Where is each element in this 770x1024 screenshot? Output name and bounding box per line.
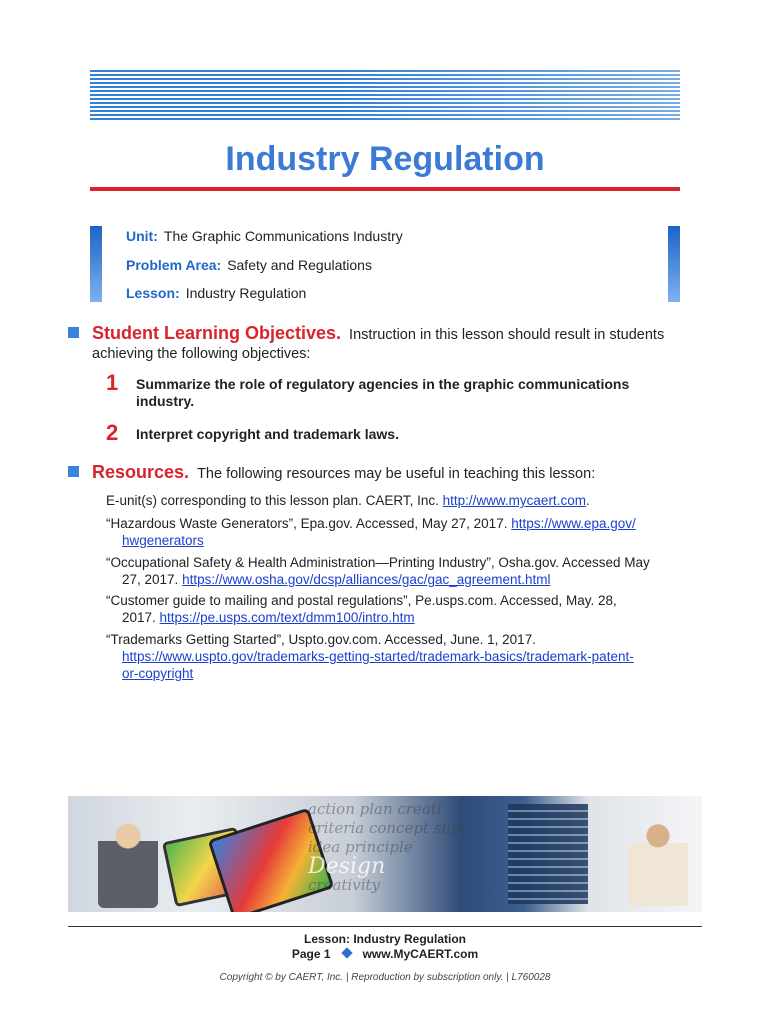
resource-text: “Occupational Safety & Health Administration—Printing Industry”, Osha.gov. Accessed May — [106, 555, 650, 570]
resource-link[interactable]: https://www.uspto.gov/trademarks-getting-started/trademark-basics/trademark-patent- — [122, 649, 634, 664]
lesson-info-box — [90, 226, 680, 302]
page-title: Industry Regulation — [225, 140, 545, 178]
objectives-bullet-square — [68, 327, 79, 338]
header-stripes — [90, 70, 680, 122]
problem-area-line — [126, 257, 372, 273]
banner-word-cloud — [308, 800, 498, 895]
resources-intro: The following resources may be useful in teaching this lesson: — [197, 466, 596, 482]
banner-word: creativity — [308, 876, 380, 894]
objective-number: 2 — [106, 420, 119, 445]
resource-item — [106, 515, 666, 549]
objectives-intro: Instruction in this lesson should result in students — [349, 327, 665, 343]
resource-item — [106, 592, 666, 626]
footer-site: www.MyCAERT.com — [362, 947, 479, 961]
resource-text: E-unit(s) corresponding to this lesson plan. CAERT, Inc. — [106, 493, 443, 508]
resource-link[interactable]: hwgenerators — [122, 533, 204, 548]
resource-text: “Hazardous Waste Generators”, Epa.gov. Accessed, May 27, 2017. — [106, 516, 512, 531]
footer-copyright: Copyright © by CAERT, Inc. | Reproduction by subscription only. | L760028 — [219, 972, 551, 983]
banner-word: idea principle — [308, 838, 413, 856]
footer-lesson: Lesson: Industry Regulation — [303, 932, 466, 946]
footer-rule — [68, 926, 702, 927]
resource-link[interactable]: or-copyright — [122, 666, 194, 681]
resource-text: 27, 2017. — [122, 572, 183, 587]
lesson-line — [126, 285, 306, 301]
objectives-title: Student Learning Objectives. — [92, 323, 342, 343]
problem-area-label: Problem Area: — [126, 257, 222, 273]
resources-bullet-square — [68, 466, 79, 477]
objective-number: 1 — [106, 370, 119, 395]
resource-item — [106, 631, 666, 682]
resource-text: 2017. — [122, 610, 160, 625]
resource-text: “Customer guide to mailing and postal regulations”, Pe.usps.com. Accessed, May. 28, — [106, 593, 617, 608]
unit-label: Unit: — [126, 228, 158, 244]
footer-page-number: Page 1 — [291, 947, 331, 961]
objectives-heading — [92, 323, 664, 344]
resources-title: Resources. — [92, 462, 190, 482]
printing-worker-figure — [98, 812, 158, 908]
footer-page-line — [0, 947, 770, 961]
control-panel-figure — [508, 804, 588, 904]
resource-link[interactable]: https://www.epa.gov/ — [511, 516, 636, 531]
diamond-icon — [341, 947, 352, 958]
objective-line: Summarize the role of regulatory agencies in the graphic communications — [136, 376, 630, 392]
objective-text — [136, 376, 656, 410]
resource-text: “Trademarks Getting Started”, Uspto.gov.com. Accessed, June. 1, 2017. — [106, 632, 536, 647]
resource-item — [106, 492, 666, 509]
lesson-label: Lesson: — [126, 285, 180, 301]
resource-link[interactable]: https://pe.usps.com/text/dmm100/intro.htm — [159, 610, 415, 625]
left-accent-bar — [90, 226, 102, 302]
lesson-value: Industry Regulation — [185, 285, 307, 301]
resources-heading — [92, 462, 595, 483]
unit-value: The Graphic Communications Industry — [163, 228, 403, 244]
resource-text: . — [585, 493, 590, 508]
right-accent-bar — [668, 226, 680, 302]
banner-word: Design — [308, 854, 386, 879]
objectives-intro-cont: achieving the following objectives: — [92, 346, 311, 362]
unit-line — [126, 228, 403, 244]
resource-item — [106, 554, 666, 588]
objective-text: Interpret copyright and trademark laws. — [136, 426, 399, 442]
title-underline — [90, 187, 680, 191]
designer-figure — [628, 816, 688, 906]
resource-link[interactable]: http://www.mycaert.com — [442, 493, 586, 508]
banner-collage-image — [68, 796, 702, 912]
problem-area-value: Safety and Regulations — [227, 257, 372, 273]
objective-line: industry. — [136, 393, 195, 409]
banner-word: action plan creati — [308, 800, 442, 818]
resource-link[interactable]: https://www.osha.gov/dcsp/alliances/gac/gac_agreement.html — [182, 572, 551, 587]
banner-word: criteria concept sup — [308, 819, 461, 837]
